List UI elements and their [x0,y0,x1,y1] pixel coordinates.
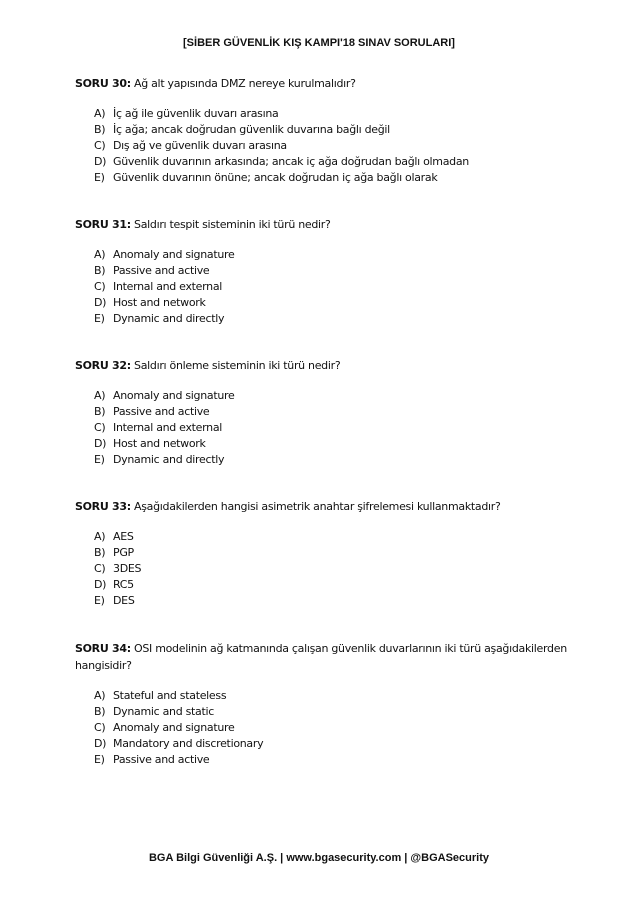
option-letter: B) [94,263,106,277]
option-letter: E) [94,170,105,184]
option-text: Dynamic and directly [113,452,225,466]
option-letter: B) [94,122,106,136]
option-letter: C) [94,561,106,575]
option-text: Dış ağ ve güvenlik duvarı arasına [113,138,287,152]
option-b [75,704,575,720]
option-e [75,311,575,327]
option-text: DES [113,593,135,607]
option-text: Güvenlik duvarının önüne; ancak doğrudan iç ağa bağlı olarak [113,170,438,184]
option-e [75,452,575,468]
option-text: PGP [113,545,134,559]
option-letter: D) [94,154,107,168]
question-30 [75,75,575,186]
page-footer: BGA Bilgi Güvenliği A.Ş. | www.bgasecurity.com | @BGASecurity [148,852,490,864]
option-d [75,736,575,752]
option-text: Passive and active [113,752,210,766]
option-text: İç ağ ile güvenlik duvarı arasına [113,107,279,120]
option-text: Mandatory and discretionary [113,736,264,750]
question-label: SORU 33: [75,500,131,513]
option-text: Passive and active [113,263,210,277]
question-31 [75,216,575,327]
option-letter: A) [94,689,106,702]
option-letter: C) [94,279,106,293]
option-b [75,404,575,420]
option-e [75,170,575,186]
options-list [75,388,575,468]
option-c [75,138,575,154]
option-text: Internal and external [113,279,223,293]
option-d [75,295,575,311]
option-c [75,561,575,577]
option-letter: A) [94,248,106,261]
question-text: Aşağıdakilerden hangisi asimetrik anahtar şifrelemesi kullanmaktadır? [134,500,501,513]
option-c [75,720,575,736]
option-letter: B) [94,704,106,718]
option-letter: C) [94,420,106,434]
question-title [75,498,575,515]
option-a [75,106,575,122]
option-text: Anomaly and signature [113,389,235,402]
options-list [75,688,575,768]
question-34 [75,640,575,768]
option-text: Anomaly and signature [113,720,235,734]
question-label: SORU 31: [75,218,131,231]
option-d [75,577,575,593]
page-header: [SİBER GÜVENLİK KIŞ KAMPI'18 SINAV SORULARI] [183,37,455,49]
options-list [75,247,575,327]
option-b [75,263,575,279]
question-text: Ağ alt yapısında DMZ nereye kurulmalıdır? [134,77,356,90]
option-letter: D) [94,436,107,450]
option-text: Passive and active [113,404,210,418]
option-text: 3DES [113,561,142,575]
option-d [75,154,575,170]
option-text: Stateful and stateless [113,689,227,702]
option-letter: A) [94,107,106,120]
option-letter: A) [94,530,106,543]
options-list [75,106,575,186]
option-a [75,388,575,404]
option-letter: D) [94,577,107,591]
question-32 [75,357,575,468]
question-title [75,357,575,374]
question-title [75,640,575,674]
option-text: Güvenlik duvarının arkasında; ancak iç ağa doğrudan bağlı olmadan [113,154,469,168]
option-c [75,420,575,436]
option-e [75,593,575,609]
option-letter: E) [94,752,105,766]
option-text: Dynamic and directly [113,311,225,325]
options-list [75,529,575,609]
option-letter: D) [94,736,107,750]
option-text: AES [113,530,134,543]
question-label: SORU 34: [75,642,131,655]
option-a [75,247,575,263]
question-title [75,75,575,92]
option-letter: E) [94,452,105,466]
option-d [75,436,575,452]
option-b [75,122,575,138]
option-text: Host and network [113,295,206,309]
question-text: Saldırı tespit sisteminin iki türü nedir? [134,218,331,231]
option-text: Dynamic and static [113,704,215,718]
option-a [75,529,575,545]
option-letter: B) [94,545,106,559]
option-e [75,752,575,768]
option-letter: D) [94,295,107,309]
option-text: RC5 [113,577,134,591]
question-label: SORU 30: [75,77,131,90]
option-text: İç ağa; ancak doğrudan güvenlik duvarına bağlı değil [113,122,390,136]
option-b [75,545,575,561]
option-a [75,688,575,704]
option-text: Anomaly and signature [113,248,235,261]
option-letter: B) [94,404,106,418]
option-letter: E) [94,311,105,325]
option-text: Internal and external [113,420,223,434]
question-33 [75,498,575,609]
option-c [75,279,575,295]
question-text: OSI modelinin ağ katmanında çalışan güvenlik duvarlarının iki türü aşağıdakilerden hangisidir? [75,642,567,672]
option-letter: E) [94,593,105,607]
option-letter: C) [94,138,106,152]
question-title [75,216,575,233]
question-label: SORU 32: [75,359,131,372]
option-letter: C) [94,720,106,734]
option-letter: A) [94,389,106,402]
option-text: Host and network [113,436,206,450]
question-text: Saldırı önleme sisteminin iki türü nedir? [134,359,341,372]
